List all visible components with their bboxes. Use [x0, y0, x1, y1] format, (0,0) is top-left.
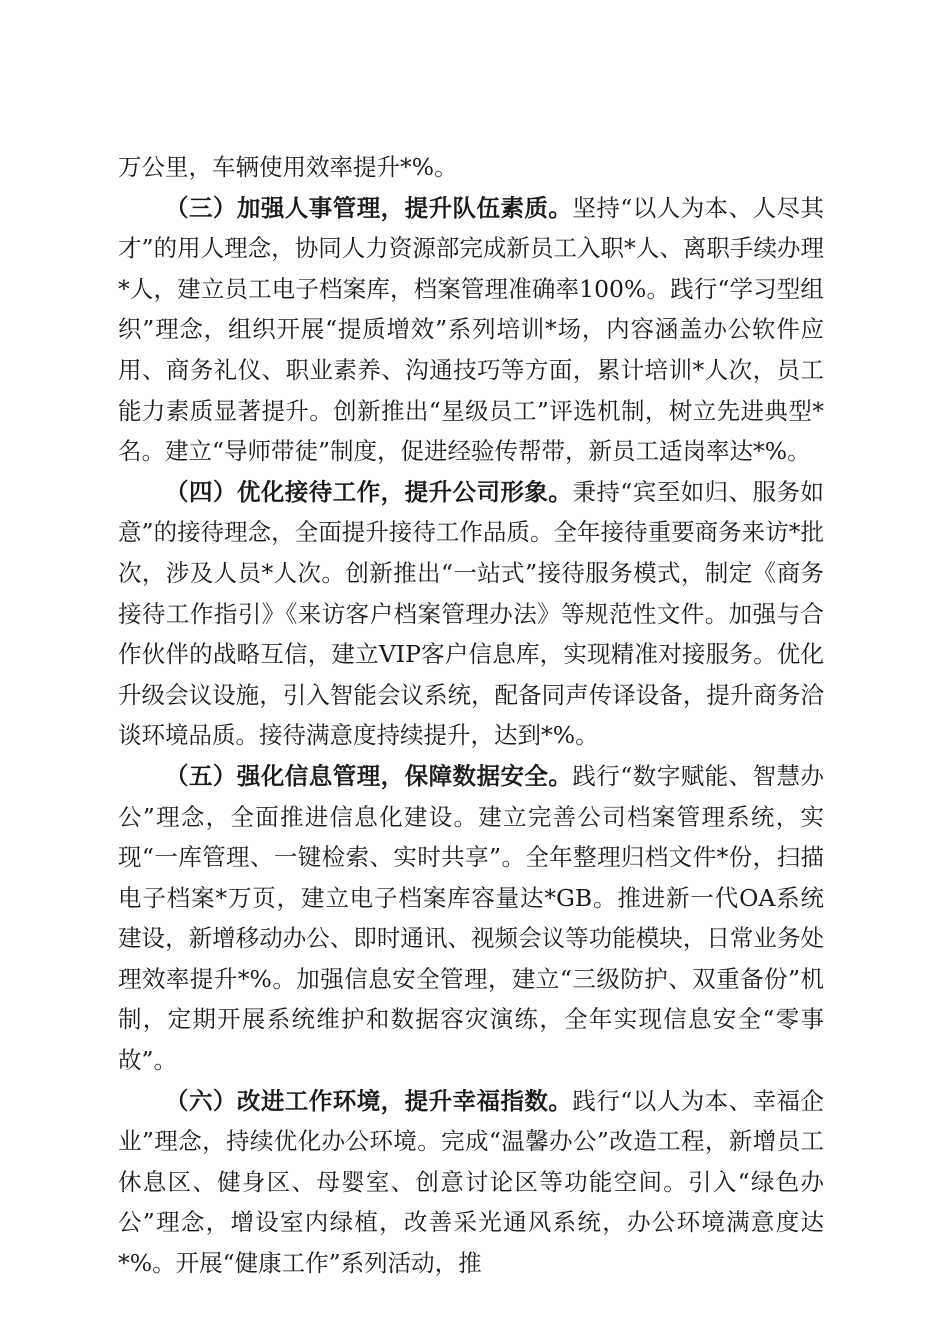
section-heading-5: （五）强化信息管理，保障数据安全。 — [165, 761, 573, 790]
paragraph-text: 践行“数字赋能、智慧办公”理念，全面推进信息化建设。建立完善公司档案管理系统，实现“一库管理、一键检索、实时共享”。全年整理归档文件*份，扫描电子档案*万页，建立电子档案库容量达*GB。推进新一代OA系统建设，新增移动办公、即时通讯、视频会议等功能模块，日常业务处理效率提升*%。加强信息安全管理，建立“三级防护、双重备份”机制，定期开展系统维护和数据容灾演练，全年实现信息安全“零事故”。 — [118, 761, 825, 1075]
paragraph-continuation — [118, 147, 824, 188]
document-body — [118, 147, 824, 1284]
section-heading-3: （三）加强人事管理，提升队伍素质。 — [165, 193, 573, 222]
section-heading-6: （六）改进工作环境，提升幸福指数。 — [165, 1086, 573, 1115]
paragraph-personnel — [118, 188, 824, 472]
section-heading-4: （四）优化接待工作，提升公司形象。 — [165, 477, 573, 506]
paragraph-text: 万公里，车辆使用效率提升*%。 — [118, 153, 458, 181]
paragraph-text: 践行“以人为本、幸福企业”理念，持续优化办公环境。完成“温馨办公”改造工程，新增员工休息区、健身区、母婴室、创意讨论区等功能空间。引入“绿色办公”理念，增设室内绿植，改善采光通风系统，办公环境满意度达*%。开展“健康工作”系列活动，推 — [118, 1086, 825, 1278]
paragraph-text: 坚持“以人为本、人尽其才”的用人理念，协同人力资源部完成新员工入职*人、离职手续办理*人，建立员工电子档案库，档案管理准确率100%。践行“学习型组织”理念，组织开展“提质增效”系列培训*场，内容涵盖办公软件应用、商务礼仪、职业素养、沟通技巧等方面，累计培训*人次，员工能力素质显著提升。创新推出“星级员工”评选机制，树立先进典型*名。建立“导师带徒”制度，促进经验传帮带，新员工适岗率达*%。 — [118, 193, 825, 466]
paragraph-text: 秉持“宾至如归、服务如意”的接待理念，全面提升接待工作品质。全年接待重要商务来访*批次，涉及人员*人次。创新推出“一站式”接待服务模式，制定《商务接待工作指引》《来访客户档案管理办法》等规范性文件。加强与合作伙伴的战略互信，建立VIP客户信息库，实现精准对接服务。优化升级会议设施，引入智能会议系统，配备同声传译设备，提升商务洽谈环境品质。接待满意度持续提升，达到*%。 — [118, 477, 825, 750]
paragraph-reception — [118, 472, 824, 756]
paragraph-information — [118, 756, 824, 1081]
paragraph-environment — [118, 1081, 824, 1284]
